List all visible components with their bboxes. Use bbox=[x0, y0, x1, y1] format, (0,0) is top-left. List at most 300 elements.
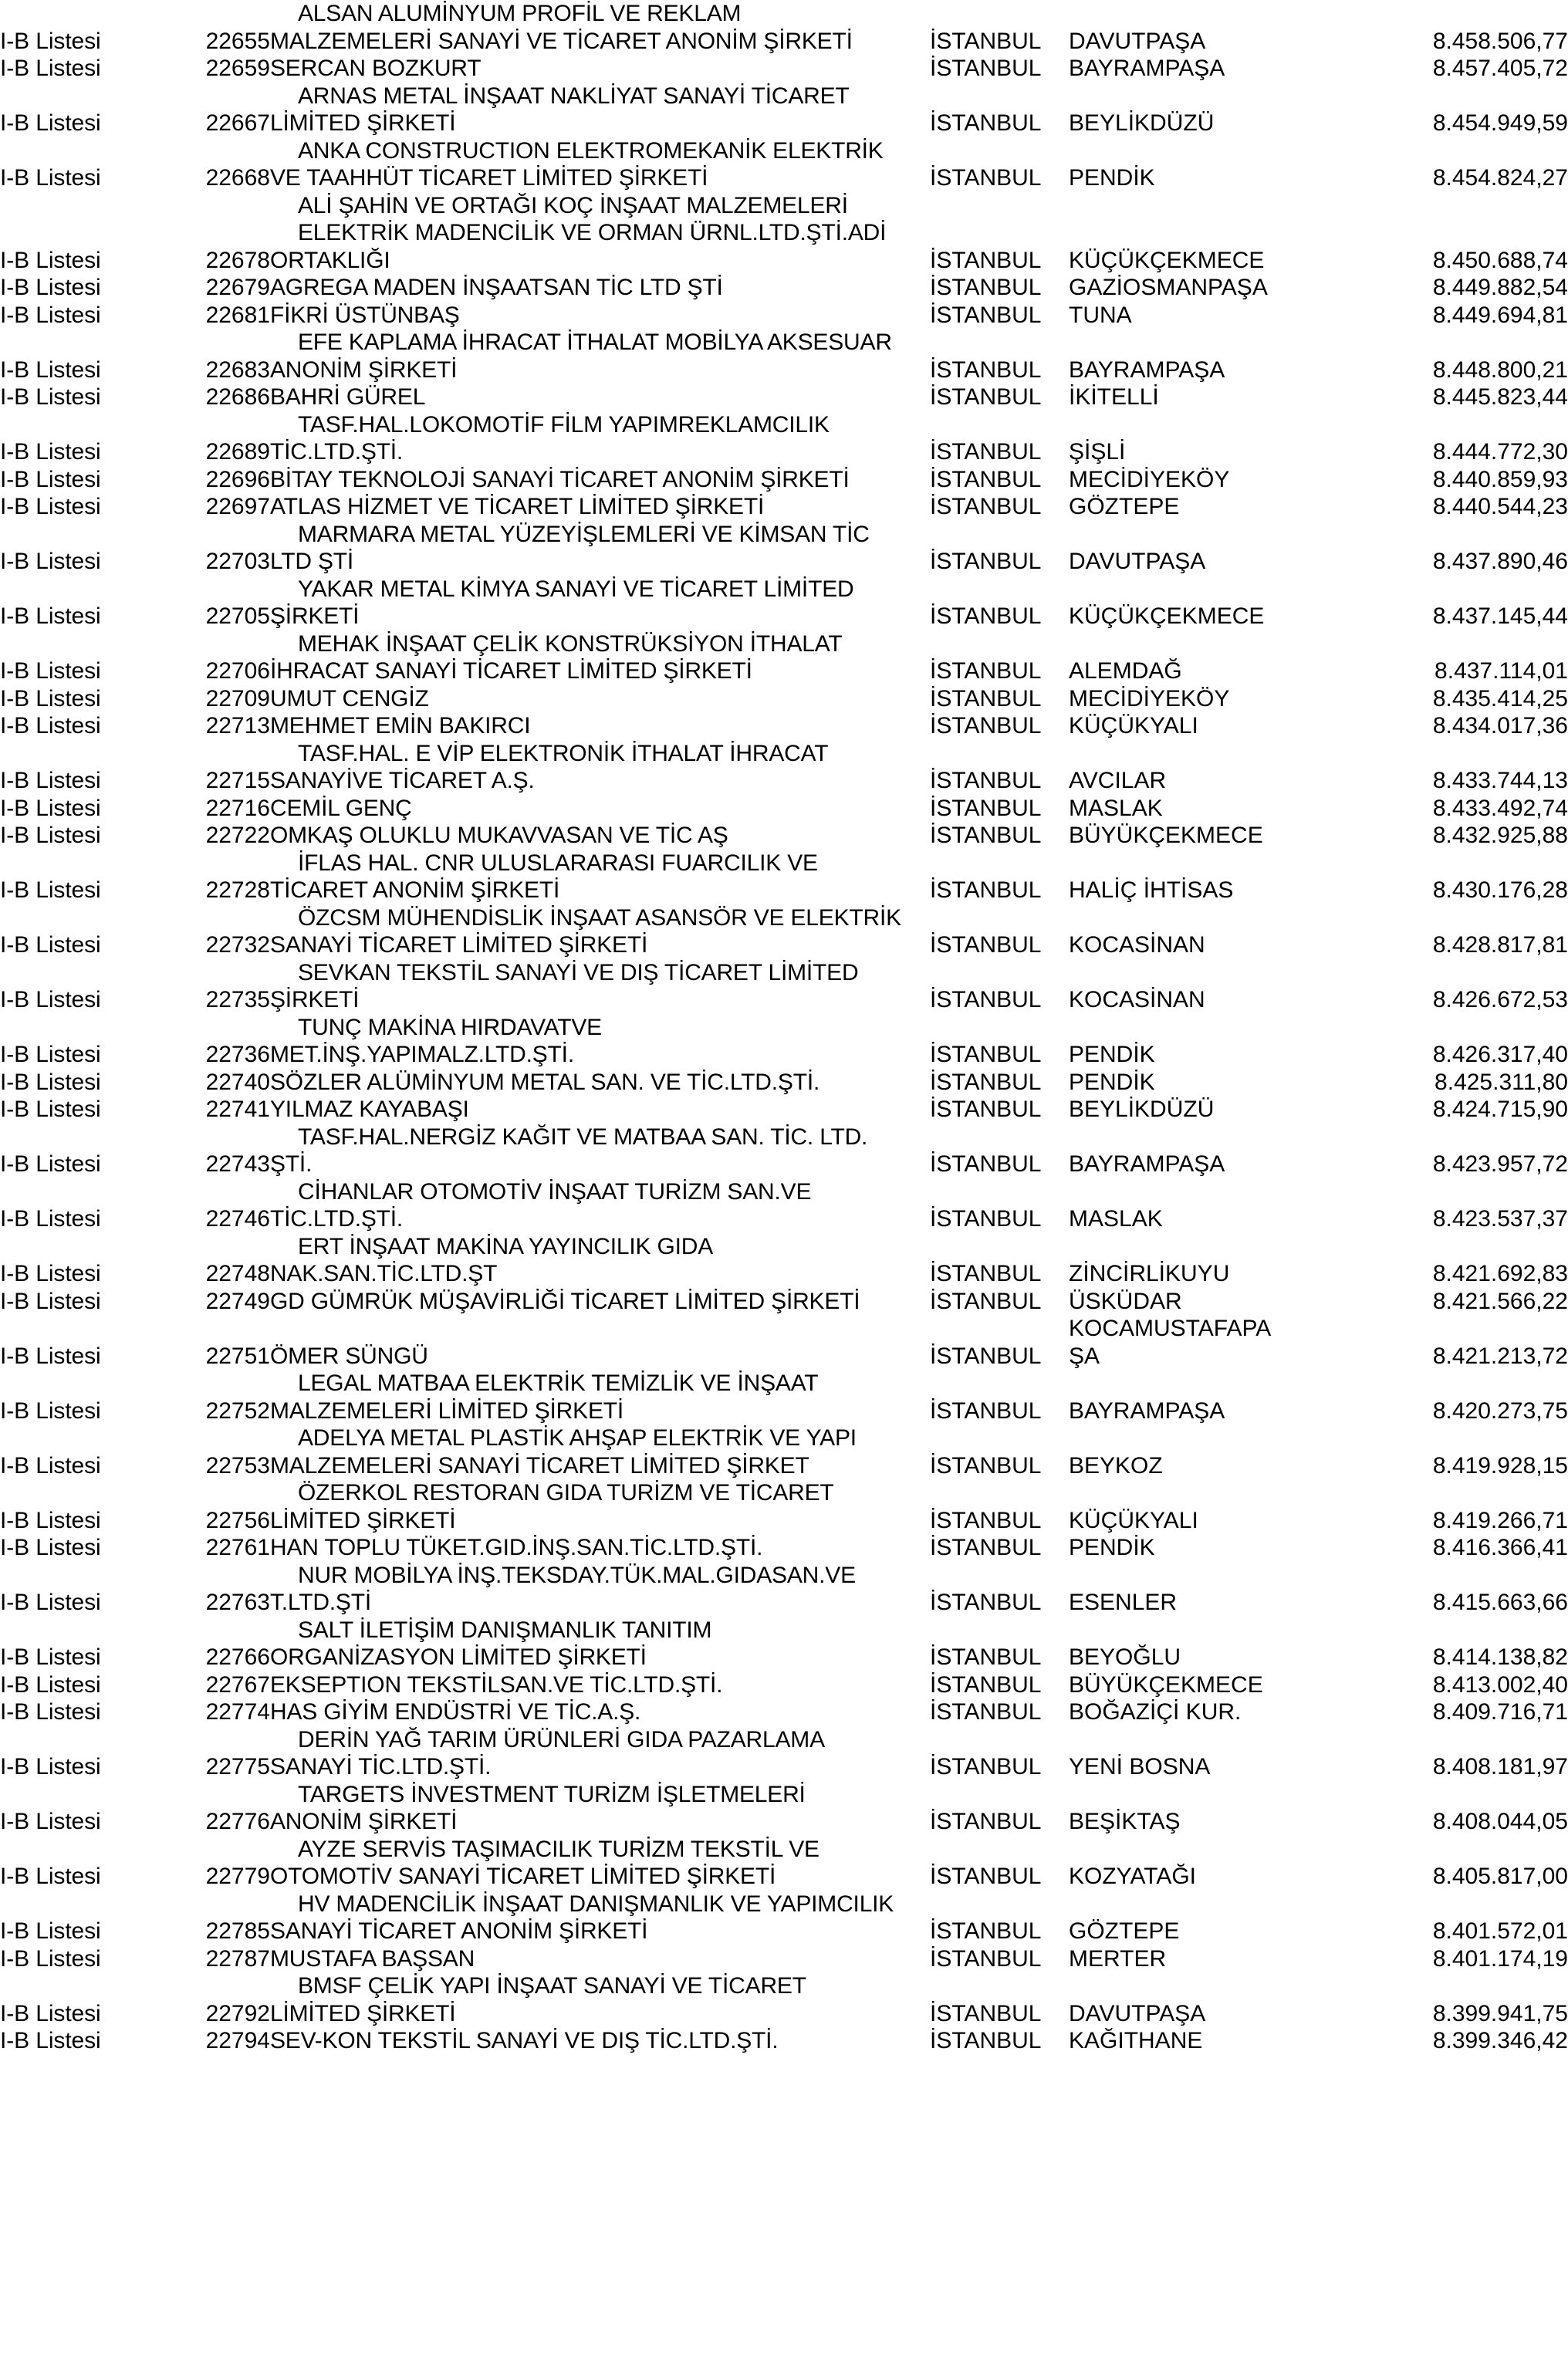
amount bbox=[1335, 137, 1568, 165]
company-name: ANONİM ŞİRKETİ bbox=[270, 1809, 458, 1834]
city bbox=[930, 411, 1069, 439]
table-row-continuation bbox=[0, 192, 1568, 220]
record-number: 22728 bbox=[205, 877, 270, 903]
table-row bbox=[0, 931, 1568, 959]
table-row bbox=[0, 712, 1568, 740]
company-name: LİMİTED ŞİRKETİ bbox=[270, 2000, 456, 2026]
district bbox=[1069, 1617, 1335, 1644]
list-label: I-B Listesi bbox=[0, 1754, 101, 1779]
list-label: I-B Listesi bbox=[0, 439, 101, 465]
district: PENDİK bbox=[1069, 1535, 1155, 1560]
table-row-continuation bbox=[0, 1233, 1568, 1261]
record-number: 22794 bbox=[205, 2028, 270, 2053]
list-label: I-B Listesi bbox=[0, 1288, 101, 1314]
list-label bbox=[0, 904, 188, 932]
amount bbox=[1335, 1479, 1568, 1507]
list-label: I-B Listesi bbox=[0, 685, 101, 711]
list-label bbox=[0, 411, 188, 439]
record-number: 22792 bbox=[205, 2000, 270, 2026]
district bbox=[1069, 1562, 1335, 1590]
list-label bbox=[0, 1014, 188, 1042]
district: KÜÇÜKYALI bbox=[1069, 1507, 1198, 1533]
district: BAYRAMPAŞA bbox=[1069, 1397, 1225, 1424]
table-row bbox=[0, 2000, 1568, 2028]
city: İSTANBUL bbox=[930, 713, 1042, 738]
city bbox=[930, 137, 1069, 165]
city: İSTANBUL bbox=[930, 357, 1042, 383]
record-number: 22736 bbox=[205, 1042, 270, 1067]
city bbox=[930, 1425, 1069, 1452]
company-name: EKSEPTION TEKSTİLSAN.VE TİC.LTD.ŞTİ. bbox=[270, 1671, 723, 1698]
district bbox=[1069, 137, 1335, 165]
company-name: TİCARET ANONİM ŞİRKETİ bbox=[270, 877, 560, 903]
list-label bbox=[0, 1781, 188, 1809]
table-row bbox=[0, 384, 1568, 411]
list-label: I-B Listesi bbox=[0, 1343, 101, 1369]
company-name: UMUT CENGİZ bbox=[270, 685, 429, 711]
company-name-continuation: ERT İNŞAAT MAKİNA YAYINCILIK GIDA bbox=[298, 1233, 714, 1259]
company-name-continuation: ALSAN ALUMİNYUM PROFİL VE REKLAM bbox=[298, 1, 742, 26]
list-label: I-B Listesi bbox=[0, 823, 101, 848]
list-label bbox=[0, 521, 188, 549]
list-label: I-B Listesi bbox=[0, 247, 101, 273]
company-name-continuation: SALT İLETİŞİM DANIŞMANLIK TANITIM bbox=[298, 1617, 712, 1643]
city: İSTANBUL bbox=[930, 987, 1042, 1012]
table-row bbox=[0, 1288, 1568, 1316]
company-name-continuation: MEHAK İNŞAAT ÇELİK KONSTRÜKSİYON İTHALAT bbox=[298, 630, 843, 657]
district bbox=[1069, 1233, 1335, 1261]
list-label: I-B Listesi bbox=[0, 603, 101, 629]
table-row bbox=[0, 1808, 1568, 1836]
district bbox=[1069, 1479, 1335, 1507]
table-row bbox=[0, 2027, 1568, 2055]
city: İSTANBUL bbox=[930, 1945, 1042, 1972]
list-label bbox=[0, 1124, 188, 1151]
table-row-continuation bbox=[0, 1562, 1568, 1590]
city bbox=[930, 959, 1069, 987]
city bbox=[930, 630, 1069, 658]
record-number bbox=[188, 137, 270, 165]
company-name-continuation: ÖZERKOL RESTORAN GIDA TURİZM VE TİCARET bbox=[298, 1480, 834, 1506]
amount: 8.437.145,44 bbox=[1432, 603, 1568, 629]
amount bbox=[1335, 1370, 1568, 1397]
city: İSTANBUL bbox=[930, 1535, 1042, 1560]
record-number: 22715 bbox=[205, 768, 270, 793]
table-row-continuation bbox=[0, 1315, 1568, 1343]
record-number: 22761 bbox=[205, 1535, 270, 1560]
table-row bbox=[0, 1644, 1568, 1671]
list-label: I-B Listesi bbox=[0, 1452, 101, 1479]
table-row bbox=[0, 274, 1568, 302]
record-number: 22787 bbox=[205, 1945, 270, 1972]
amount bbox=[1335, 1233, 1568, 1261]
city: İSTANBUL bbox=[930, 1507, 1042, 1533]
list-label: I-B Listesi bbox=[0, 1151, 101, 1177]
amount: 8.449.694,81 bbox=[1432, 302, 1568, 328]
amount: 8.449.882,54 bbox=[1432, 275, 1568, 300]
list-label bbox=[0, 219, 188, 247]
record-number: 22722 bbox=[205, 823, 270, 848]
city bbox=[930, 1233, 1069, 1261]
city bbox=[930, 83, 1069, 110]
list-label: I-B Listesi bbox=[0, 2000, 101, 2026]
record-number bbox=[188, 1124, 270, 1151]
amount bbox=[1335, 1562, 1568, 1590]
city bbox=[930, 1178, 1069, 1206]
district: KAĞITHANE bbox=[1069, 2028, 1203, 2053]
table-row bbox=[0, 1671, 1568, 1699]
table-row bbox=[0, 1343, 1568, 1370]
list-label: I-B Listesi bbox=[0, 1590, 101, 1615]
table-row-continuation bbox=[0, 959, 1568, 987]
list-label: I-B Listesi bbox=[0, 1699, 101, 1725]
record-number bbox=[188, 192, 270, 220]
amount bbox=[1335, 192, 1568, 220]
city: İSTANBUL bbox=[930, 56, 1042, 81]
district: ALEMDAĞ bbox=[1069, 658, 1182, 684]
list-label: I-B Listesi bbox=[0, 1069, 101, 1095]
list-label: I-B Listesi bbox=[0, 1918, 101, 1944]
company-name: ATLAS HİZMET VE TİCARET LİMİTED ŞİRKETİ bbox=[270, 494, 765, 519]
record-number: 22743 bbox=[205, 1151, 270, 1177]
district bbox=[1069, 1124, 1335, 1151]
company-name-continuation: İFLAS HAL. CNR ULUSLARARASI FUARCILIK VE bbox=[298, 850, 818, 876]
record-number: 22706 bbox=[205, 658, 270, 684]
table-row-continuation bbox=[0, 1370, 1568, 1397]
table-row-continuation bbox=[0, 1891, 1568, 1918]
amount bbox=[1335, 0, 1568, 28]
table-row-continuation bbox=[0, 1124, 1568, 1151]
record-number: 22740 bbox=[205, 1069, 270, 1095]
list-label: I-B Listesi bbox=[0, 494, 101, 519]
amount bbox=[1335, 576, 1568, 603]
city: İSTANBUL bbox=[930, 275, 1042, 300]
amount: 8.445.823,44 bbox=[1432, 384, 1568, 410]
record-number bbox=[188, 576, 270, 603]
list-label bbox=[0, 83, 188, 110]
amount: 8.419.928,15 bbox=[1432, 1452, 1568, 1479]
table-row bbox=[0, 1534, 1568, 1562]
district: ZİNCİRLİKUYU bbox=[1069, 1261, 1230, 1286]
record-number: 22785 bbox=[205, 1918, 270, 1944]
record-number bbox=[188, 1233, 270, 1261]
company-name-continuation: TUNÇ MAKİNA HIRDAVATVE bbox=[298, 1014, 602, 1040]
city: İSTANBUL bbox=[930, 685, 1042, 711]
company-name: YILMAZ KAYABAŞI bbox=[270, 1097, 469, 1122]
city bbox=[930, 576, 1069, 603]
list-label: I-B Listesi bbox=[0, 1507, 101, 1533]
district: HALİÇ İHTİSAS bbox=[1069, 877, 1234, 903]
district bbox=[1069, 1891, 1335, 1918]
city: İSTANBUL bbox=[930, 247, 1042, 273]
list-label: I-B Listesi bbox=[0, 2028, 101, 2053]
company-name-continuation: LEGAL MATBAA ELEKTRİK TEMİZLİK VE İNŞAAT bbox=[298, 1370, 819, 1396]
company-name: LTD ŞTİ bbox=[270, 549, 354, 574]
city: İSTANBUL bbox=[930, 1288, 1042, 1314]
table-row-continuation bbox=[0, 1617, 1568, 1644]
list-label: I-B Listesi bbox=[0, 110, 101, 136]
amount: 8.424.715,90 bbox=[1432, 1097, 1568, 1122]
company-name: CEMİL GENÇ bbox=[270, 795, 412, 821]
list-label: I-B Listesi bbox=[0, 1809, 101, 1834]
city: İSTANBUL bbox=[930, 302, 1042, 328]
city bbox=[930, 521, 1069, 549]
list-label: I-B Listesi bbox=[0, 877, 101, 903]
amount bbox=[1335, 83, 1568, 110]
company-name-continuation: EFE KAPLAMA İHRACAT İTHALAT MOBİLYA AKSESUAR bbox=[298, 330, 892, 355]
district: KÜÇÜKÇEKMECE bbox=[1069, 247, 1265, 273]
record-number bbox=[188, 904, 270, 932]
district bbox=[1069, 1178, 1335, 1206]
amount bbox=[1335, 850, 1568, 877]
record-number: 22746 bbox=[205, 1206, 270, 1232]
company-name-continuation: ADELYA METAL PLASTİK AHŞAP ELEKTRİK VE YAPI bbox=[298, 1425, 857, 1451]
amount: 8.426.672,53 bbox=[1432, 987, 1568, 1012]
district: DAVUTPAŞA bbox=[1069, 2000, 1206, 2026]
amount: 8.454.949,59 bbox=[1432, 110, 1568, 136]
amount: 8.434.017,36 bbox=[1432, 713, 1568, 738]
record-number: 22775 bbox=[205, 1754, 270, 1779]
list-label bbox=[0, 1370, 188, 1397]
district bbox=[1069, 219, 1335, 247]
table-row-continuation bbox=[0, 1972, 1568, 2000]
district: MECİDİYEKÖY bbox=[1069, 685, 1230, 711]
city: İSTANBUL bbox=[930, 2000, 1042, 2026]
table-row bbox=[0, 986, 1568, 1014]
record-number bbox=[188, 1315, 270, 1343]
company-name: MET.İNŞ.YAPIMALZ.LTD.ŞTİ. bbox=[270, 1042, 574, 1067]
company-name-continuation: ANKA CONSTRUCTION ELEKTROMEKANİK ELEKTRİK bbox=[298, 137, 884, 164]
district: KÜÇÜKYALI bbox=[1069, 713, 1198, 738]
amount: 8.430.176,28 bbox=[1432, 877, 1568, 903]
district bbox=[1069, 576, 1335, 603]
city bbox=[930, 1726, 1069, 1754]
record-number bbox=[188, 0, 270, 28]
district: DAVUTPAŞA bbox=[1069, 549, 1206, 574]
district: PENDİK bbox=[1069, 1042, 1155, 1067]
company-name: SÖZLER ALÜMİNYUM METAL SAN. VE TİC.LTD.ŞTİ. bbox=[270, 1069, 820, 1095]
amount: 8.457.405,72 bbox=[1432, 56, 1568, 81]
amount: 8.421.566,22 bbox=[1432, 1288, 1568, 1314]
record-number bbox=[188, 1617, 270, 1644]
company-name: NAK.SAN.TİC.LTD.ŞT bbox=[270, 1261, 498, 1286]
amount: 8.401.572,01 bbox=[1432, 1918, 1568, 1944]
record-number: 22697 bbox=[205, 494, 270, 519]
district: PENDİK bbox=[1069, 1069, 1155, 1095]
list-label bbox=[0, 1617, 188, 1644]
company-name-continuation: DERİN YAĞ TARIM ÜRÜNLERİ GIDA PAZARLAMA bbox=[298, 1726, 825, 1752]
list-label: I-B Listesi bbox=[0, 384, 101, 410]
city bbox=[930, 1891, 1069, 1918]
amount bbox=[1335, 521, 1568, 549]
company-name: SANAYİVE TİCARET A.Ş. bbox=[270, 768, 535, 793]
table-row-continuation bbox=[0, 740, 1568, 768]
record-number: 22766 bbox=[205, 1644, 270, 1670]
amount bbox=[1335, 740, 1568, 768]
district: ÜSKÜDAR bbox=[1069, 1288, 1182, 1314]
record-number: 22683 bbox=[205, 357, 270, 383]
city: İSTANBUL bbox=[930, 658, 1042, 684]
record-number: 22763 bbox=[205, 1590, 270, 1615]
record-number bbox=[188, 1972, 270, 2000]
amount: 8.440.859,93 bbox=[1432, 466, 1568, 492]
city: İSTANBUL bbox=[930, 932, 1042, 958]
list-label bbox=[0, 137, 188, 165]
record-number bbox=[188, 329, 270, 357]
district: GÖZTEPE bbox=[1069, 494, 1180, 519]
company-name: ORGANİZASYON LİMİTED ŞİRKETİ bbox=[270, 1644, 647, 1670]
amount: 8.399.346,42 bbox=[1432, 2028, 1568, 2053]
company-name: SANAYİ TİC.LTD.ŞTİ. bbox=[270, 1754, 492, 1779]
company-name: SEV-KON TEKSTİL SANAYİ VE DIŞ TİC.LTD.ŞTİ. bbox=[270, 2028, 779, 2053]
company-name: ÖMER SÜNGÜ bbox=[270, 1343, 428, 1369]
district bbox=[1069, 0, 1335, 28]
record-number bbox=[188, 1479, 270, 1507]
table-row-continuation bbox=[0, 630, 1568, 658]
table-row bbox=[0, 357, 1568, 384]
company-name-continuation: BMSF ÇELİK YAPI İNŞAAT SANAYİ VE TİCARET bbox=[298, 1973, 806, 1999]
district-continuation: KOCAMUSTAFAPA bbox=[1069, 1316, 1272, 1341]
table-row bbox=[0, 795, 1568, 823]
district: BAYRAMPAŞA bbox=[1069, 56, 1225, 81]
table-row bbox=[0, 1698, 1568, 1726]
city: İSTANBUL bbox=[930, 603, 1042, 629]
company-name: BİTAY TEKNOLOJİ SANAYİ TİCARET ANONİM ŞİRKETİ bbox=[270, 466, 850, 492]
record-number: 22776 bbox=[205, 1809, 270, 1834]
amount: 8.419.266,71 bbox=[1432, 1507, 1568, 1533]
district bbox=[1069, 1425, 1335, 1452]
company-name: OMKAŞ OLUKLU MUKAVVASAN VE TİC AŞ bbox=[270, 823, 728, 848]
company-name: VE TAAHHÜT TİCARET LİMİTED ŞİRKETİ bbox=[270, 165, 708, 191]
company-name-continuation: NUR MOBİLYA İNŞ.TEKSDAY.TÜK.MAL.GIDASAN.VE bbox=[298, 1562, 856, 1588]
table-row bbox=[0, 1069, 1568, 1097]
company-name: BAHRİ GÜREL bbox=[270, 384, 426, 410]
amount: 8.425.311,80 bbox=[1435, 1069, 1568, 1095]
district: BEYLİKDÜZÜ bbox=[1069, 110, 1215, 136]
list-label bbox=[0, 1891, 188, 1918]
table-row bbox=[0, 438, 1568, 466]
list-label: I-B Listesi bbox=[0, 932, 101, 958]
table-row-continuation bbox=[0, 1479, 1568, 1507]
company-name: MALZEMELERİ SANAYİ TİCARET LİMİTED ŞİRKET bbox=[270, 1452, 809, 1479]
record-number bbox=[188, 1836, 270, 1864]
record-number: 22732 bbox=[205, 932, 270, 958]
amount: 8.437.890,46 bbox=[1432, 549, 1568, 574]
city: İSTANBUL bbox=[930, 1343, 1042, 1369]
company-name: ŞİRKETİ bbox=[270, 603, 360, 629]
district: YENİ BOSNA bbox=[1069, 1754, 1211, 1779]
record-number: 22752 bbox=[205, 1397, 270, 1424]
record-number bbox=[188, 1781, 270, 1809]
list-label: I-B Listesi bbox=[0, 1864, 101, 1889]
record-number bbox=[188, 83, 270, 110]
company-name: MALZEMELERİ SANAYİ VE TİCARET ANONİM ŞİRKETİ bbox=[270, 28, 853, 54]
amount: 8.458.506,77 bbox=[1432, 28, 1568, 54]
district: BAYRAMPAŞA bbox=[1069, 1151, 1225, 1177]
table-row-continuation bbox=[0, 83, 1568, 110]
record-number: 22705 bbox=[205, 603, 270, 629]
city: İSTANBUL bbox=[930, 1452, 1042, 1479]
district bbox=[1069, 850, 1335, 877]
amount: 8.408.181,97 bbox=[1432, 1754, 1568, 1779]
record-number: 22774 bbox=[205, 1699, 270, 1725]
amount: 8.421.213,72 bbox=[1432, 1343, 1568, 1369]
city: İSTANBUL bbox=[930, 1671, 1042, 1698]
city: İSTANBUL bbox=[930, 1864, 1042, 1889]
city: İSTANBUL bbox=[930, 110, 1042, 136]
record-number: 22753 bbox=[205, 1452, 270, 1479]
table-row bbox=[0, 110, 1568, 137]
city bbox=[930, 1124, 1069, 1151]
city bbox=[930, 850, 1069, 877]
table-row-continuation bbox=[0, 521, 1568, 549]
company-name: ŞİRKETİ bbox=[270, 987, 360, 1012]
company-name: OTOMOTİV SANAYİ TİCARET LİMİTED ŞİRKETİ bbox=[270, 1864, 776, 1889]
amount: 8.450.688,74 bbox=[1432, 247, 1568, 273]
district bbox=[1069, 740, 1335, 768]
record-number: 22678 bbox=[205, 247, 270, 273]
district: KOCASİNAN bbox=[1069, 987, 1205, 1012]
record-number: 22713 bbox=[205, 713, 270, 738]
city: İSTANBUL bbox=[930, 439, 1042, 465]
district: BEYLİKDÜZÜ bbox=[1069, 1097, 1215, 1122]
company-name: ŞTİ. bbox=[270, 1151, 313, 1177]
city: İSTANBUL bbox=[930, 1754, 1042, 1779]
record-number: 22655 bbox=[205, 28, 270, 54]
table-row bbox=[0, 1945, 1568, 1973]
company-name: MUSTAFA BAŞSAN bbox=[270, 1945, 475, 1972]
amount: 8.415.663,66 bbox=[1432, 1590, 1568, 1615]
city: İSTANBUL bbox=[930, 1042, 1042, 1067]
list-label bbox=[0, 329, 188, 357]
list-label: I-B Listesi bbox=[0, 1945, 101, 1972]
amount bbox=[1335, 1726, 1568, 1754]
record-number: 22767 bbox=[205, 1671, 270, 1698]
amount bbox=[1335, 411, 1568, 439]
record-number: 22716 bbox=[205, 795, 270, 821]
amount: 8.448.800,21 bbox=[1432, 357, 1568, 383]
company-name: LİMİTED ŞİRKETİ bbox=[270, 110, 456, 136]
record-number bbox=[188, 1178, 270, 1206]
table-row-continuation bbox=[0, 137, 1568, 165]
table-row bbox=[0, 1452, 1568, 1480]
record-number bbox=[188, 959, 270, 987]
table-row bbox=[0, 493, 1568, 521]
list-label bbox=[0, 1233, 188, 1261]
list-label bbox=[0, 1425, 188, 1452]
district: TUNA bbox=[1069, 302, 1132, 328]
amount bbox=[1335, 1124, 1568, 1151]
record-number: 22709 bbox=[205, 685, 270, 711]
list-label: I-B Listesi bbox=[0, 357, 101, 383]
district: İKİTELLİ bbox=[1069, 384, 1159, 410]
list-label bbox=[0, 630, 188, 658]
record-number: 22689 bbox=[205, 439, 270, 465]
amount: 8.437.114,01 bbox=[1435, 658, 1568, 684]
amount: 8.435.414,25 bbox=[1432, 685, 1568, 711]
list-label: I-B Listesi bbox=[0, 658, 101, 684]
company-name-continuation: ÖZCSM MÜHENDİSLİK İNŞAAT ASANSÖR VE ELEKTRİK bbox=[298, 904, 901, 931]
list-label: I-B Listesi bbox=[0, 302, 101, 328]
district bbox=[1069, 83, 1335, 110]
city: İSTANBUL bbox=[930, 1261, 1042, 1286]
city: İSTANBUL bbox=[930, 1206, 1042, 1232]
city: İSTANBUL bbox=[930, 823, 1042, 848]
record-number: 22659 bbox=[205, 56, 270, 81]
city bbox=[930, 1315, 1069, 1343]
record-number: 22735 bbox=[205, 987, 270, 1012]
company-name: TİC.LTD.ŞTİ. bbox=[270, 1206, 404, 1232]
